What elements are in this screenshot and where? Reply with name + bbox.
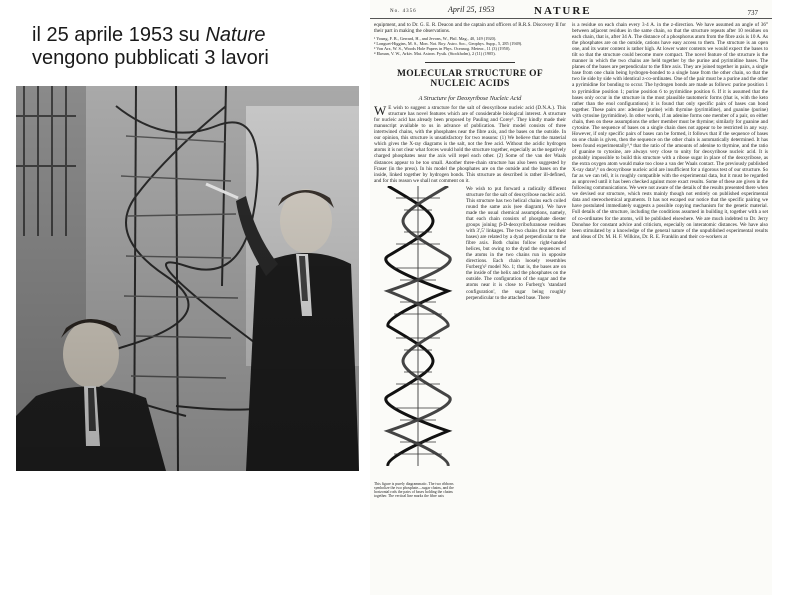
journal-name: NATURE bbox=[534, 5, 592, 17]
issue-date: April 25, 1953 bbox=[448, 5, 495, 14]
article-body-right: is a residue on each chain every 3·4 A. in the z-direction. We have assumed an angle of 36° between adjacent residues in the same chain, so that the structure repeats after 10 residues on each chain, that is, after 34 A. The distance of a phosphorus atom from the fibre axis is 10 A. As the phosphates are on the outside, cations have easy access to them. The structure is an open one, and its water content is rather high. At lower water contents we would expect the bases to tilt so that the structure could become more compact. The novel feature of the structure is the manner in which the two chains are held together by the purine and pyrimidine bases. The planes of the bases are perpendicular to the fibre axis. They are joined together in pairs, a single base from one chain being hydrogen-bonded to a single base from the other chain, so that the two lie side by side with identical z-co-ordinates. One of the pair must be a purine and the other a pyrimidine for bonding to occur. The hydrogen bonds are made as follows: purine position 1 to pyrimidine position 1; purine position 6 to pyrimidine position 6. If it is assumed that the bases only occur in the structure in the most plausible tautomeric forms (that is, with the keto rather than the enol configurations) it is found that only specific pairs of bases can bond together. These pairs are: adenine (purine) with thymine (pyrimidine), and guanine (purine) with cytosine (pyrimidine). In other words, if an adenine forms one member of a pair, on either chain, then on these assumptions the other member must be thymine; similarly for guanine and cytosine. The sequence of bases on a single chain does not appear to be restricted in any way. However, if only specific pairs of bases can be formed, it follows that if the sequence of bases on one chain is given, then the sequence on the other chain is automatically determined. It has been found experimentally³,⁴ that the ratio of the amounts of adenine to thymine, and the ratio of guanine to cytosine, are always very close to unity for deoxyribose nucleic acid. It is probably impossible to build this structure with a ribose sugar in place of the deoxyribose, as the extra oxygen atom would make too close a van der Waals contact. The previously published X-ray data⁵,⁶ on deoxyribose nucleic acid are insufficient for a rigorous test of our structure. So far as we can tell, it is roughly compatible with the experimental data, but it must be regarded as unproved until it has been checked against more exact results. Some of these are given in the following communications. We were not aware of the details of the results presented there when we devised our structure, which rests mainly though not entirely on published experimental data and stereochemical arguments. It has not escaped our notice that the specific pairing we have postulated immediately suggests a possible copying mechanism for the genetic material. Full details of the structure, including the conditions assumed in building it, together with a set of co-ordinates for the atoms, will be published elsewhere. We are much indebted to Dr. Jerry Donohue for constant advice and criticism, especially on interatomic distances. We have also been stimulated by a knowledge of the general nature of the unpublished experimental results and ideas of Dr. M. H. F. Wilkins, Dr. R. E. Franklin and their co-workers at bbox=[572, 22, 768, 240]
figure-caption: This figure is purely diagrammatic. The two ribbons symbolize the two phosphate—sugar chains, and the horizontal rods the pairs of bases holding the chains together. The vertical line marks the fibre axis bbox=[374, 481, 454, 499]
reference-item: ³ Von Arx, W. S., Woods Hole Papers in Phys. Oceanog. Meteor., 11 (3) (1950). bbox=[374, 46, 511, 52]
drop-cap: W bbox=[374, 103, 387, 119]
watson-crick-photo bbox=[16, 86, 359, 471]
slide-title-line1: il 25 aprile 1953 su Nature bbox=[32, 24, 266, 46]
previous-article-end: equipment, and to Dr. G. E. R. Deacon and the captain and officers of R.R.S. Discovery II for their part in making the observations. bbox=[374, 22, 566, 35]
article-narrow-column: We wish to put forward a radically different structure for the salt of deoxyribose nucleic acid. This structure has two helical chains each coiled round the same axis (see diagram). We have made the usual chemical assumptions, namely, that each chain consists of phosphate diester groups joining β-D-deoxyribofuranose residues with 3',5' linkages. The two chains (but not their bases) are related by a dyad perpendicular to the fibre axis. Both chains follow right-handed helices, but owing to the dyad the sequences of the atoms in the two chains run in opposite directions. Each chain loosely resembles Furberg's² model No. 1; that is, the bases are on the inside of the helix and the phosphates on the outside. The configuration of the sugar and the atoms near it is close to Furberg's 'standard configuration', the sugar being roughly perpendicular to the attached base. There bbox=[466, 185, 566, 301]
helix-section bbox=[374, 185, 566, 499]
header-rule bbox=[370, 18, 772, 19]
left-column bbox=[374, 22, 566, 595]
slide-title bbox=[32, 24, 352, 70]
reference-list bbox=[374, 36, 566, 56]
double-helix-diagram-icon bbox=[374, 186, 462, 466]
issue-number: No. 4356 bbox=[390, 9, 417, 14]
photo-illustration bbox=[16, 86, 359, 471]
reference-item: ⁴ Ekman, V. W., Arkiv. Mat. Astron. Fysik. (Stockholm), 2 (11) (1905). bbox=[374, 51, 496, 57]
reference-item: ² Longuet-Higgins, M. S., Mon. Not. Roy. Astro. Soc., Geophys. Supp., 5, 285 (1949). bbox=[374, 41, 523, 47]
article-heading: MOLECULAR STRUCTURE OF NUCLEIC ACIDS bbox=[397, 69, 543, 90]
journal-name-italic: Nature bbox=[205, 24, 266, 46]
page-number: 737 bbox=[747, 9, 758, 17]
article-intro: W E wish to suggest a structure for the salt of deoxyribose nucleic acid (D.N.A.). This structure has novel features which are of considerable biological interest. A structure for nucleic acid has already been proposed by Pauling and Corey¹. They kindly made their manuscript available to us in advance of publication. Their model consists of three intertwined chains, with the phosphates near the fibre axis, and the bases on the outside. In our opinion, this structure is unsatisfactory for two reasons: (1) We believe that the material which gives the X-ray diagrams is the salt, not the free acid. Without the acidic hydrogen atoms it is not clear what forces would hold the structure together, especially as the negatively charged phosphates near the axis will repel each other. (2) Some of the van der Waals distances appear to be too small. Another three-chain structure has also been suggested by Fraser (in the press). In his model the phosphates are on the outside and the bases on the inside, linked together by hydrogen bonds. This structure as described is rather ill-defined, and for this reason we shall not comment on it. bbox=[374, 103, 566, 184]
section-divider bbox=[425, 62, 515, 63]
nature-journal-page bbox=[370, 0, 772, 595]
right-column bbox=[572, 22, 768, 595]
article-subheading: A Structure for Deoxyribose Nucleic Acid bbox=[418, 95, 522, 103]
reference-item: ¹ Young, F. B., Gerrard, H., and Jevons, W., Phil. Mag., 40, 149 (1920). bbox=[374, 36, 497, 42]
slide-title-line2: vengono pubblicati 3 lavori bbox=[32, 47, 269, 69]
